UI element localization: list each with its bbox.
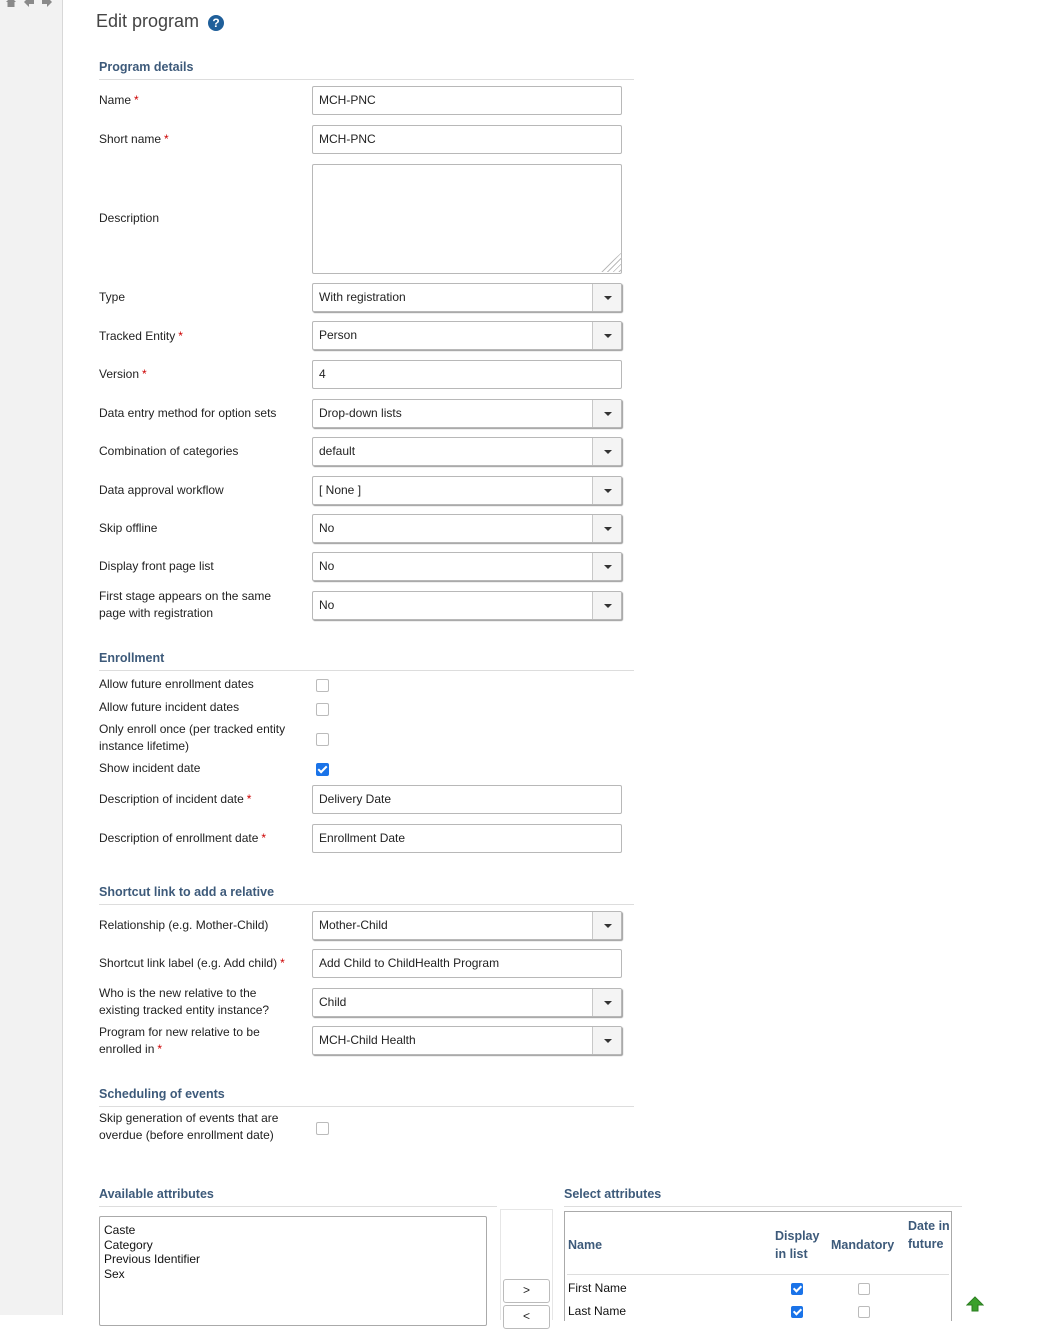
display-front-page-select[interactable]: No bbox=[312, 552, 622, 581]
list-item[interactable]: Category bbox=[104, 1237, 153, 1252]
header-divider bbox=[567, 1274, 949, 1275]
allow-future-incident-label: Allow future incident dates bbox=[99, 700, 240, 714]
chevron-down-icon[interactable] bbox=[592, 553, 621, 580]
move-right-button[interactable]: > bbox=[503, 1279, 550, 1303]
chevron-down-icon[interactable] bbox=[592, 400, 621, 427]
forward-arrow-icon[interactable] bbox=[41, 0, 53, 8]
data-entry-method-label: Data entry method for option sets bbox=[99, 406, 277, 420]
skip-offline-label: Skip offline bbox=[99, 521, 158, 535]
type-select[interactable]: With registration bbox=[312, 283, 622, 312]
approval-workflow-label: Data approval workflow bbox=[99, 483, 224, 497]
short-name-input[interactable]: MCH-PNC bbox=[312, 125, 622, 154]
chevron-down-icon[interactable] bbox=[592, 1027, 621, 1054]
first-stage-select[interactable]: No bbox=[312, 591, 622, 620]
display-front-page-label: Display front page list bbox=[99, 559, 214, 573]
chevron-down-icon[interactable] bbox=[592, 592, 621, 619]
available-attributes-list[interactable] bbox=[99, 1216, 487, 1326]
category-combo-select[interactable]: default bbox=[312, 437, 622, 466]
link-label-input[interactable]: Add Child to ChildHealth Program bbox=[312, 949, 622, 978]
allow-future-enrollment-label: Allow future enrollment dates bbox=[99, 677, 254, 691]
select-attributes-title: Select attributes bbox=[564, 1187, 962, 1207]
name-input[interactable]: MCH-PNC bbox=[312, 86, 622, 115]
list-item[interactable]: Caste bbox=[104, 1223, 136, 1237]
description-label: Description bbox=[99, 211, 160, 225]
column-header-name: Name bbox=[568, 1238, 603, 1252]
allow-future-incident-checkbox[interactable] bbox=[316, 703, 329, 716]
section-title: Shortcut link to add a relative bbox=[99, 885, 634, 905]
mandatory-checkbox[interactable] bbox=[858, 1283, 870, 1295]
column-header-date-future: Date in future bbox=[908, 1219, 950, 1251]
relative-section bbox=[99, 885, 634, 905]
selected-attributes-table bbox=[564, 1211, 952, 1321]
help-icon[interactable]: ? bbox=[208, 15, 224, 31]
program-details-section bbox=[99, 60, 634, 80]
chevron-down-icon[interactable] bbox=[592, 912, 621, 939]
version-input[interactable]: 4 bbox=[312, 360, 622, 389]
name-label: Name * bbox=[99, 93, 139, 107]
only-enroll-once-checkbox[interactable] bbox=[316, 733, 329, 746]
table-row-name: Last Name bbox=[568, 1304, 627, 1318]
first-stage-label: First stage appears on the same page with registration bbox=[99, 589, 272, 620]
link-label-label: Shortcut link label (e.g. Add child) * bbox=[99, 956, 285, 970]
relationship-select[interactable]: Mother-Child bbox=[312, 911, 622, 940]
relationship-label: Relationship (e.g. Mother-Child) bbox=[99, 918, 269, 932]
list-item[interactable]: Previous Identifier bbox=[104, 1252, 201, 1266]
scheduling-section bbox=[99, 1087, 634, 1107]
approval-workflow-select[interactable]: [ None ] bbox=[312, 476, 622, 505]
move-left-button[interactable]: < bbox=[503, 1305, 550, 1329]
program-for-relative-select[interactable]: MCH-Child Health bbox=[312, 1026, 622, 1055]
short-name-label: Short name * bbox=[99, 132, 169, 146]
chevron-down-icon[interactable] bbox=[592, 515, 621, 542]
available-attributes-title: Available attributes bbox=[99, 1187, 497, 1207]
enrollment-section bbox=[99, 651, 634, 671]
display-in-list-checkbox[interactable] bbox=[791, 1306, 803, 1318]
skip-overdue-checkbox[interactable] bbox=[316, 1122, 329, 1135]
section-title: Program details bbox=[99, 60, 634, 80]
column-header-mandatory: Mandatory bbox=[831, 1238, 895, 1252]
move-up-arrow-icon[interactable] bbox=[966, 1296, 984, 1315]
enrollment-date-desc-input[interactable]: Enrollment Date bbox=[312, 824, 622, 853]
tracked-entity-select[interactable]: Person bbox=[312, 321, 622, 350]
page-title: Edit program bbox=[96, 11, 200, 31]
mandatory-checkbox[interactable] bbox=[858, 1306, 870, 1318]
section-title: Enrollment bbox=[99, 651, 634, 671]
incident-date-desc-input[interactable]: Delivery Date bbox=[312, 785, 622, 814]
category-combo-label: Combination of categories bbox=[99, 444, 239, 458]
move-buttons-panel bbox=[500, 1209, 553, 1320]
chevron-down-icon[interactable] bbox=[592, 989, 621, 1016]
section-title: Scheduling of events bbox=[99, 1087, 634, 1107]
display-in-list-checkbox[interactable] bbox=[791, 1283, 803, 1295]
left-sidebar bbox=[0, 0, 63, 1315]
who-is-relative-select[interactable]: Child bbox=[312, 988, 622, 1017]
show-incident-date-label: Show incident date bbox=[99, 761, 201, 775]
only-enroll-once-label: Only enroll once (per tracked entity instance lifetime) bbox=[99, 722, 286, 753]
who-is-relative-label: Who is the new relative to the existing tracked entity instance? bbox=[99, 986, 270, 1017]
enrollment-date-desc-label: Description of enrollment date * bbox=[99, 831, 267, 845]
home-icon[interactable] bbox=[5, 0, 17, 8]
chevron-down-icon[interactable] bbox=[592, 322, 621, 349]
back-arrow-icon[interactable] bbox=[23, 0, 35, 8]
type-label: Type bbox=[99, 290, 126, 304]
skip-overdue-label: Skip generation of events that are overdue (before enrollment date) bbox=[99, 1111, 279, 1142]
data-entry-method-select[interactable]: Drop-down lists bbox=[312, 399, 622, 428]
version-label: Version * bbox=[99, 367, 147, 381]
allow-future-enrollment-checkbox[interactable] bbox=[316, 679, 329, 692]
column-header-display: Display in list bbox=[775, 1229, 820, 1261]
show-incident-date-checkbox[interactable] bbox=[316, 763, 329, 776]
program-for-relative-label: Program for new relative to be enrolled in * bbox=[99, 1025, 260, 1056]
skip-offline-select[interactable]: No bbox=[312, 514, 622, 543]
chevron-down-icon[interactable] bbox=[592, 477, 621, 504]
table-row-name: First Name bbox=[568, 1281, 627, 1295]
tracked-entity-label: Tracked Entity * bbox=[99, 329, 183, 343]
incident-date-desc-label: Description of incident date * bbox=[99, 792, 252, 806]
list-item[interactable]: Sex bbox=[104, 1266, 125, 1281]
description-textarea[interactable] bbox=[312, 164, 622, 274]
chevron-down-icon[interactable] bbox=[592, 438, 621, 465]
chevron-down-icon[interactable] bbox=[592, 284, 621, 311]
